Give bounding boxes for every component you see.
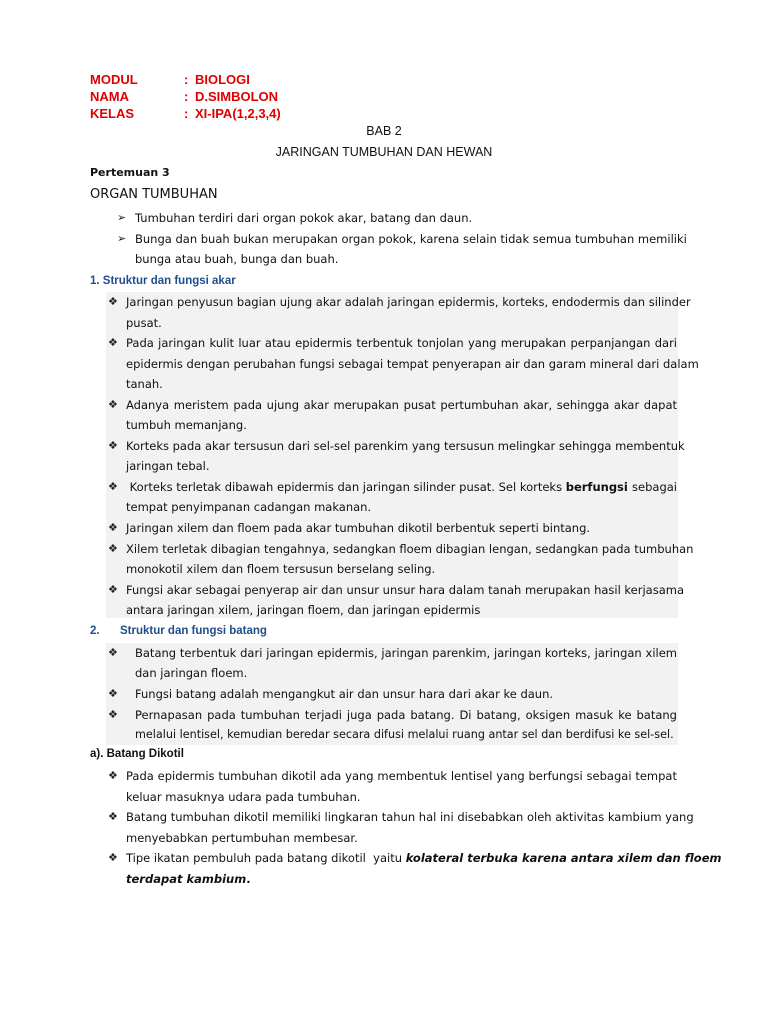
- akar-item-1-line-1: Jaringan penyusun bagian ujung akar adalah jaringan epidermis, korteks, endodermis dan silinder: [126, 295, 691, 309]
- arrow-bullet-icon: ➢: [117, 232, 127, 245]
- diamond-bullet-icon: ❖: [108, 810, 118, 823]
- akar-item-5-line-2: tempat penyimpanan cadangan makanan.: [126, 500, 372, 514]
- document-title: JARINGAN TUMBUHAN DAN HEWAN: [275, 145, 493, 159]
- diamond-bullet-icon: ❖: [108, 439, 118, 452]
- section-2-number: 2.: [90, 625, 100, 637]
- akar-item-7-line-2: monokotil xilem dan floem tersusun berselang seling.: [126, 562, 436, 576]
- subsection-a-title: a). Batang Dikotil: [90, 748, 184, 760]
- akar-item-2-line-1: Pada jaringan kulit luar atau epidermis terbentuk tonjolan yang merupakan perpanjangan dari: [126, 336, 677, 350]
- diamond-bullet-icon: ❖: [108, 542, 118, 555]
- header-value: BIOLOGI: [195, 72, 250, 87]
- chapter-label: BAB 2: [366, 124, 402, 138]
- dikotil-item-3-text: Tipe ikatan pembuluh pada batang dikotil yaitu: [126, 851, 406, 865]
- dikotil-item-1-line-2: keluar masuknya udara pada tumbuhan.: [126, 790, 361, 804]
- diamond-bullet-icon: ❖: [108, 336, 118, 349]
- section-2-title: Struktur dan fungsi batang: [120, 625, 267, 637]
- meeting-label: Pertemuan 3: [90, 166, 170, 179]
- header-key: NAMA: [90, 89, 129, 104]
- akar-item-6: Jaringan xilem dan floem pada akar tumbuhan dikotil berbentuk seperti bintang.: [126, 521, 591, 535]
- diamond-bullet-icon: ❖: [108, 521, 118, 534]
- akar-item-1-line-2: pusat.: [126, 316, 162, 330]
- dikotil-item-2-line-2: menyebabkan pertumbuhan membesar.: [126, 831, 358, 845]
- diamond-bullet-icon: ❖: [108, 708, 118, 721]
- intro-item-1: Tumbuhan terdiri dari organ pokok akar, batang dan daun.: [135, 211, 473, 225]
- diamond-bullet-icon: ❖: [108, 480, 118, 493]
- akar-item-5-bold: berfungsi: [565, 480, 628, 494]
- header-colon: :: [184, 89, 189, 104]
- akar-item-5-text-a: Korteks terletak dibawah epidermis dan jaringan silinder pusat. Sel korteks: [126, 480, 566, 494]
- intro-item-2-line-1: Bunga dan buah bukan merupakan organ pokok, karena selain tidak semua tumbuhan memiliki: [135, 232, 687, 246]
- dikotil-item-3-line-1: [126, 851, 722, 865]
- akar-item-3-line-2: tumbuh memanjang.: [126, 418, 247, 432]
- akar-item-8-line-1: Fungsi akar sebagai penyerap air dan unsur unsur hara dalam tanah merupakan hasil kerjasama: [126, 583, 685, 597]
- diamond-bullet-icon: ❖: [108, 583, 118, 596]
- header-key: MODUL: [90, 72, 138, 87]
- dikotil-item-3-bold-2: terdapat kambium: [126, 872, 247, 886]
- diamond-bullet-icon: ❖: [108, 687, 118, 700]
- organ-heading: ORGAN TUMBUHAN: [90, 187, 218, 202]
- diamond-bullet-icon: ❖: [108, 851, 118, 864]
- dikotil-item-3-bold: kolateral terbuka karena antara xilem dan floem: [405, 851, 722, 865]
- dikotil-item-3-line-2: [126, 872, 251, 886]
- batang-item-2: Fungsi batang adalah mengangkut air dan unsur hara dari akar ke daun.: [135, 687, 554, 701]
- akar-item-4-line-2: jaringan tebal.: [126, 459, 210, 473]
- header-key: KELAS: [90, 106, 135, 121]
- diamond-bullet-icon: ❖: [108, 295, 118, 308]
- batang-item-1-line-2: dan jaringan floem.: [135, 666, 248, 680]
- akar-item-8-line-2: antara jaringan xilem, jaringan floem, dan jaringan epidermis: [126, 603, 481, 617]
- header-value: XI-IPA(1,2,3,4): [195, 106, 281, 121]
- header-colon: :: [184, 106, 189, 121]
- akar-item-3-line-1: Adanya meristem pada ujung akar merupakan pusat pertumbuhan akar, sehingga akar dapat: [126, 398, 677, 412]
- diamond-bullet-icon: ❖: [108, 769, 118, 782]
- header-colon: :: [184, 72, 189, 87]
- batang-item-3-line-2: melalui lentisel, kemudian beredar secara difusi melalui ruang antar sel dan berdifusi ke sel-sel.: [135, 728, 674, 741]
- akar-item-2-line-3: tanah.: [126, 377, 163, 391]
- arrow-bullet-icon: ➢: [117, 211, 127, 224]
- akar-item-2-line-2: epidermis dengan perubahan fungsi sebagai tempat penyerapan air dan garam mineral dari dalam: [126, 357, 699, 371]
- batang-item-3-line-1: Pernapasan pada tumbuhan terjadi juga pada batang. Di batang, oksigen masuk ke batang: [135, 708, 677, 722]
- diamond-bullet-icon: ❖: [108, 398, 118, 411]
- diamond-bullet-icon: ❖: [108, 646, 118, 659]
- akar-item-4-line-1: Korteks pada akar tersusun dari sel-sel parenkim yang tersusun melingkar sehingga membentuk: [126, 439, 685, 453]
- akar-item-7-line-1: Xilem terletak dibagian tengahnya, sedangkan floem dibagian lengan, sedangkan pada tumbuhan: [126, 542, 694, 556]
- intro-item-2-line-2: bunga atau buah, bunga dan buah.: [135, 252, 339, 266]
- dikotil-item-1-line-1: Pada epidermis tumbuhan dikotil ada yang membentuk lentisel yang berfungsi sebagai tempat: [126, 769, 677, 783]
- dikotil-item-2-line-1: Batang tumbuhan dikotil memiliki lingkaran tahun hal ini disebabkan oleh aktivitas kambium yang: [126, 810, 694, 824]
- section-1-title: 1. Struktur dan fungsi akar: [90, 275, 236, 287]
- header-value: D.SIMBOLON: [195, 89, 279, 104]
- dikotil-item-3-tail: .: [246, 872, 251, 886]
- akar-item-5-line-1: [126, 480, 677, 494]
- batang-item-1-line-1: Batang terbentuk dari jaringan epidermis, jaringan parenkim, jaringan korteks, jaringan xilem: [135, 646, 677, 660]
- akar-item-5-text-b: sebagai: [628, 480, 677, 494]
